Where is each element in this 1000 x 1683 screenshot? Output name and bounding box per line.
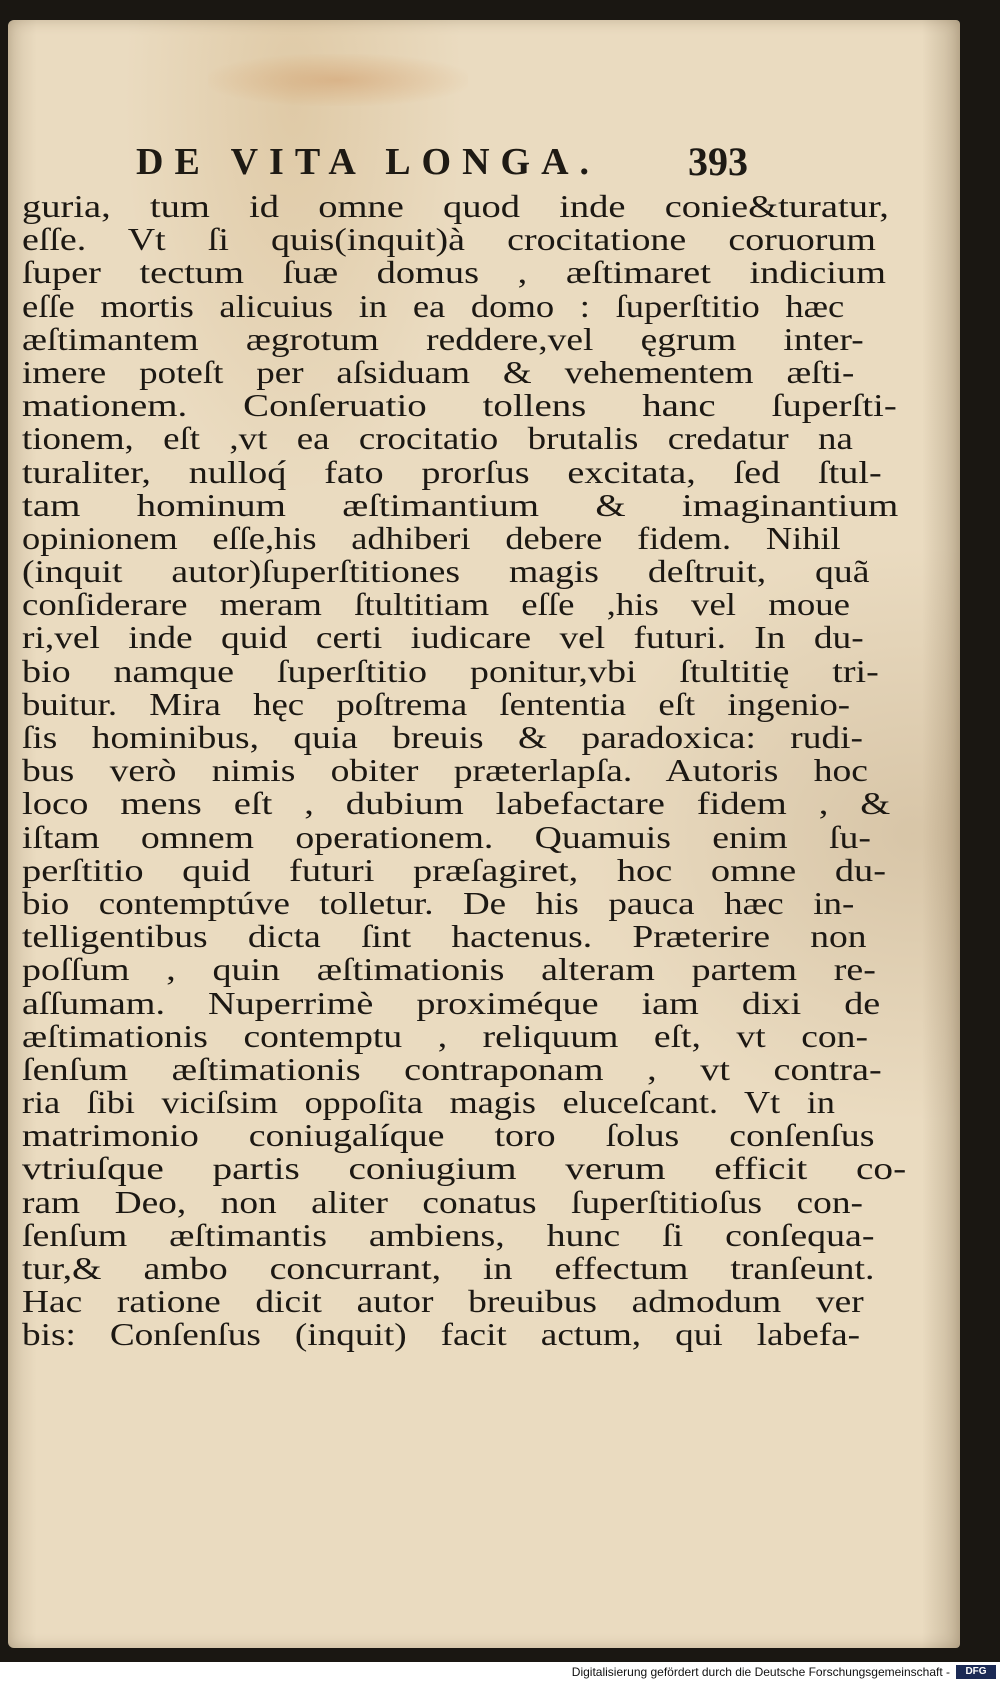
paper-stain	[208, 54, 468, 106]
text-line: buitur. Mira hęc poſtrema ſententia eſt ingenio-	[22, 685, 850, 722]
text-line: vtriuſque partis coniugium verum efficit co-	[22, 1150, 907, 1187]
text-line: (inquit autor)ſuperſtitiones magis deſtruit, quã	[22, 553, 870, 590]
text-line: conſiderare meram ſtultitiam eſſe ,his vel moue	[22, 586, 850, 623]
text-line: æſtimantem ægrotum reddere,vel ęgrum inter-	[22, 320, 864, 357]
text-line: æſtimationis contemptu , reliquum eſt, vt con-	[22, 1017, 868, 1054]
text-line: ri,vel inde quid certi iudicare vel futuri. In du-	[22, 619, 864, 656]
text-line: matrimonio coniugalíque toro ſolus conſenſus	[22, 1117, 875, 1154]
text-line: imere poteſt per aſsiduam & vehementem æſti-	[22, 353, 855, 390]
running-head	[8, 130, 960, 190]
book-page	[8, 20, 960, 1648]
text-line: tur,& ambo concurrant, in effectum tranſeunt.	[22, 1250, 875, 1286]
funding-credit: Digitalisierung gefördert durch die Deutsche Forschungsgemeinschaft -	[571, 1665, 950, 1679]
text-line: ſuper tectum ſuæ domus , æſtimaret indicium	[22, 254, 887, 291]
text-line: bio contemptúve tolletur. De his pauca hæc in-	[22, 884, 855, 921]
body-text	[22, 188, 907, 1353]
text-line: iſtam omnem operationem. Quamuis enim ſu-	[22, 818, 871, 855]
text-line: poſſum , quin æſtimationis alteram partem re-	[22, 951, 876, 988]
text-line: guria, tum id omne quod inde conie&turatur,	[22, 188, 889, 224]
text-line: eſſe mortis alicuius in ea domo : ſuperſtitio hæc	[22, 287, 845, 324]
text-line: turaliter, nulloq́ fato prorſus excitata, ſed ſtul-	[22, 453, 882, 490]
text-line: bis: Conſenſus (inquit) facit actum, qui labefa-	[22, 1316, 861, 1353]
text-line: Hac ratione dicit autor breuibus admodum ver	[22, 1283, 864, 1320]
digitization-footer	[0, 1662, 1000, 1683]
text-line: opinionem eſſe,his adhiberi debere fidem. Nihil	[22, 519, 841, 556]
text-line: tam hominum æſtimantium & imaginantium	[22, 486, 899, 523]
text-line: ria ſibi viciſsim oppoſita magis eluceſcant. Vt in	[22, 1084, 835, 1121]
text-line: ſis hominibus, quia breuis & paradoxica: rudi-	[22, 719, 863, 755]
text-line: tionem, eſt ,vt ea crocitatio brutalis credatur na	[22, 420, 853, 457]
running-head-title: DE VITA LONGA.	[136, 141, 601, 183]
text-line: bus verò nimis obiter prӕterlapſa. Autoris hoc	[22, 752, 868, 789]
text-line: loco mens eſt , dubium labefactare fidem , &	[22, 785, 891, 822]
text-line: ram Deo, non aliter conatus ſuperſtitioſus con-	[22, 1183, 863, 1220]
text-line: telligentibus dicta ſint hactenus. Præterire non	[22, 918, 867, 955]
text-line: aſſumam. Nuperrimè proximéque iam dixi de	[22, 984, 881, 1021]
text-line: mationem. Conſeruatio tollens hanc ſuperſti-	[22, 387, 897, 424]
text-line: eſſe. Vt ſi quis(inquit)à crocitatione coruorum	[22, 221, 876, 258]
text-line: perſtitio quid futuri præſagiret, hoc omne du-	[22, 851, 887, 888]
text-line: ſenſum æſtimantis ambiens, hunc ſi conſequa-	[22, 1216, 875, 1253]
page-number: 393	[688, 139, 748, 184]
text-line: bio namque ſuperſtitio ponitur,vbi ſtultitię tri-	[22, 652, 879, 689]
text-line: ſenſum æſtimationis contraponam , vt contra-	[22, 1050, 882, 1087]
dfg-logo: DFG	[956, 1665, 996, 1679]
